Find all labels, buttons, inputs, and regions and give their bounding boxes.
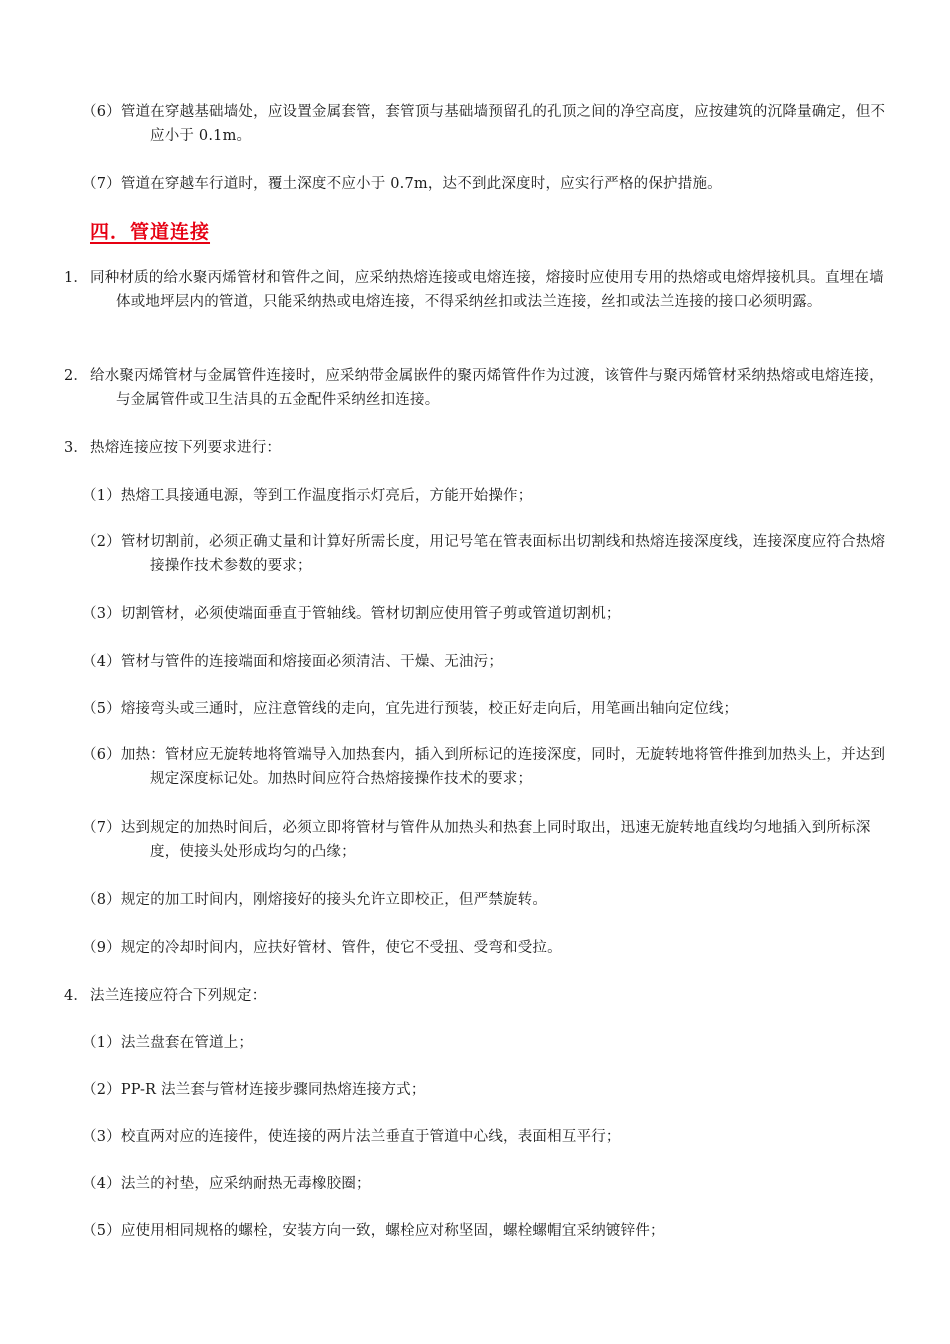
sub-text: 切割管材，必须使端面垂直于管轴线。管材切割应使用管子剪或管道切割机； bbox=[120, 606, 621, 622]
list-item-4-sub-3 bbox=[82, 1125, 896, 1149]
list-item-2: 2． 给水聚丙烯管材与金属管件连接时，应采纳带金属嵌件的聚丙烯管件作为过渡，该管件与聚丙烯管材采纳热熔或电熔连接，与金属管件或卫生洁具的五金配件采纳丝扣连接。 bbox=[64, 368, 884, 408]
list-item-3-sub-8 bbox=[82, 888, 896, 912]
sub-text: 法兰的衬垫，应采纳耐热无毒橡胶圈； bbox=[120, 1176, 371, 1192]
sub-text: 规定的冷却时间内，应扶好管材、管件，使它不受扭、受弯和受拉。 bbox=[120, 940, 562, 956]
list-item-3-sub-2 bbox=[82, 530, 896, 578]
sub-text: 热熔工具接通电源，等到工作温度指示灯亮后，方能开始操作； bbox=[120, 488, 533, 504]
section-heading: 四．管道连接 bbox=[90, 221, 211, 243]
sub-label: （3） bbox=[82, 606, 121, 622]
sub-label: （9） bbox=[82, 940, 121, 956]
item-text: 同种材质的给水聚丙烯管材和管件之间，应采纳热熔连接或电熔连接，熔接时应使用专用的热熔或电熔焊接机具。直埋在墙体或地坪层内的管道，只能采纳热或电熔连接，不得采纳丝扣或法兰连接，丝扣或法兰连接的接口必须明露。 bbox=[90, 270, 884, 310]
clause-text: 管道在穿越车行道时，覆土深度不应小于 0.7m，达不到此深度时，应实行严格的保护措施。 bbox=[120, 176, 722, 192]
list-item-4-sub-4 bbox=[82, 1172, 896, 1196]
list-item-4-sub-2 bbox=[82, 1078, 896, 1102]
sub-text: 熔接弯头或三通时，应注意管线的走向，宜先进行预装，校正好走向后，用笔画出轴向定位线； bbox=[120, 701, 739, 717]
sub-text: 校直两对应的连接件，使连接的两片法兰垂直于管道中心线，表面相互平行； bbox=[120, 1129, 621, 1145]
list-item-3: 3． 热熔连接应按下列要求进行： bbox=[64, 440, 282, 456]
sub-label: （2） bbox=[82, 534, 121, 550]
sub-label: （5） bbox=[82, 701, 121, 717]
clause-6-foundation-wall bbox=[82, 100, 896, 148]
sub-label: （1） bbox=[82, 1035, 121, 1051]
sub-label: （3） bbox=[82, 1129, 121, 1145]
list-item-3-sub-4 bbox=[82, 650, 896, 674]
list-item-1: 1． 同种材质的给水聚丙烯管材和管件之间，应采纳热熔连接或电熔连接，熔接时应使用专用的热熔或电熔焊接机具。直埋在墙体或地坪层内的管道，只能采纳热或电熔连接，不得采纳丝扣或法兰连接，丝扣或法兰连接的接口必须明露。 bbox=[64, 270, 884, 310]
sub-text: 达到规定的加热时间后，必须立即将管材与管件从加热头和热套上同时取出，迅速无旋转地直线均匀地插入到所标深度，使接头处形成均匀的凸缘； bbox=[120, 820, 871, 860]
sub-label: （5） bbox=[82, 1223, 121, 1239]
item-text: 法兰连接应符合下列规定： bbox=[90, 988, 267, 1004]
item-text: 热熔连接应按下列要求进行： bbox=[90, 440, 282, 456]
sub-label: （6） bbox=[82, 747, 121, 763]
clause-label: （6） bbox=[82, 104, 121, 120]
list-item-4-sub-5 bbox=[82, 1219, 896, 1243]
sub-label: （4） bbox=[82, 654, 121, 670]
sub-text: 管材切割前，必须正确丈量和计算好所需长度，用记号笔在管表面标出切割线和热熔连接深度线，连接深度应符合热熔接操作技术参数的要求； bbox=[120, 534, 886, 574]
sub-text: 法兰盘套在管道上； bbox=[120, 1035, 254, 1051]
sub-text: 应使用相同规格的螺栓，安装方向一致，螺栓应对称坚固，螺栓螺帽宜采纳镀锌件； bbox=[120, 1223, 665, 1239]
sub-text: PP-R 法兰套与管材连接步骤同热熔连接方式； bbox=[120, 1082, 426, 1098]
sub-text: 管材与管件的连接端面和熔接面必须清洁、干燥、无油污； bbox=[120, 654, 504, 670]
sub-text: 加热：管材应无旋转地将管端导入加热套内，插入到所标记的连接深度，同时，无旋转地将管件推到加热头上，并达到规定深度标记处。加热时间应符合热熔接操作技术的要求； bbox=[120, 747, 886, 787]
sub-label: （1） bbox=[82, 488, 121, 504]
list-item-3-sub-1 bbox=[82, 484, 896, 508]
sub-label: （7） bbox=[82, 820, 121, 836]
list-item-4-sub-1 bbox=[82, 1031, 896, 1055]
item-text: 给水聚丙烯管材与金属管件连接时，应采纳带金属嵌件的聚丙烯管件作为过渡，该管件与聚丙烯管材采纳热熔或电熔连接，与金属管件或卫生洁具的五金配件采纳丝扣连接。 bbox=[90, 368, 884, 408]
sub-label: （8） bbox=[82, 892, 121, 908]
sub-text: 规定的加工时间内，刚熔接好的接头允许立即校正，但严禁旋转。 bbox=[120, 892, 548, 908]
list-item-3-sub-9 bbox=[82, 936, 896, 960]
list-item-3-sub-5 bbox=[82, 697, 896, 721]
sub-label: （2） bbox=[82, 1082, 121, 1098]
clause-7-roadway bbox=[82, 172, 896, 196]
list-item-3-sub-7 bbox=[82, 816, 896, 864]
clause-label: （7） bbox=[82, 176, 121, 192]
list-item-3-sub-6 bbox=[82, 743, 896, 791]
sub-label: （4） bbox=[82, 1176, 121, 1192]
list-item-3-sub-3 bbox=[82, 602, 896, 626]
list-item-4: 4． 法兰连接应符合下列规定： bbox=[64, 988, 267, 1004]
clause-text: 管道在穿越基础墙处，应设置金属套管，套管顶与基础墙预留孔的孔顶之间的净空高度，应按建筑的沉降量确定，但不应小于 0.1m。 bbox=[120, 104, 886, 144]
